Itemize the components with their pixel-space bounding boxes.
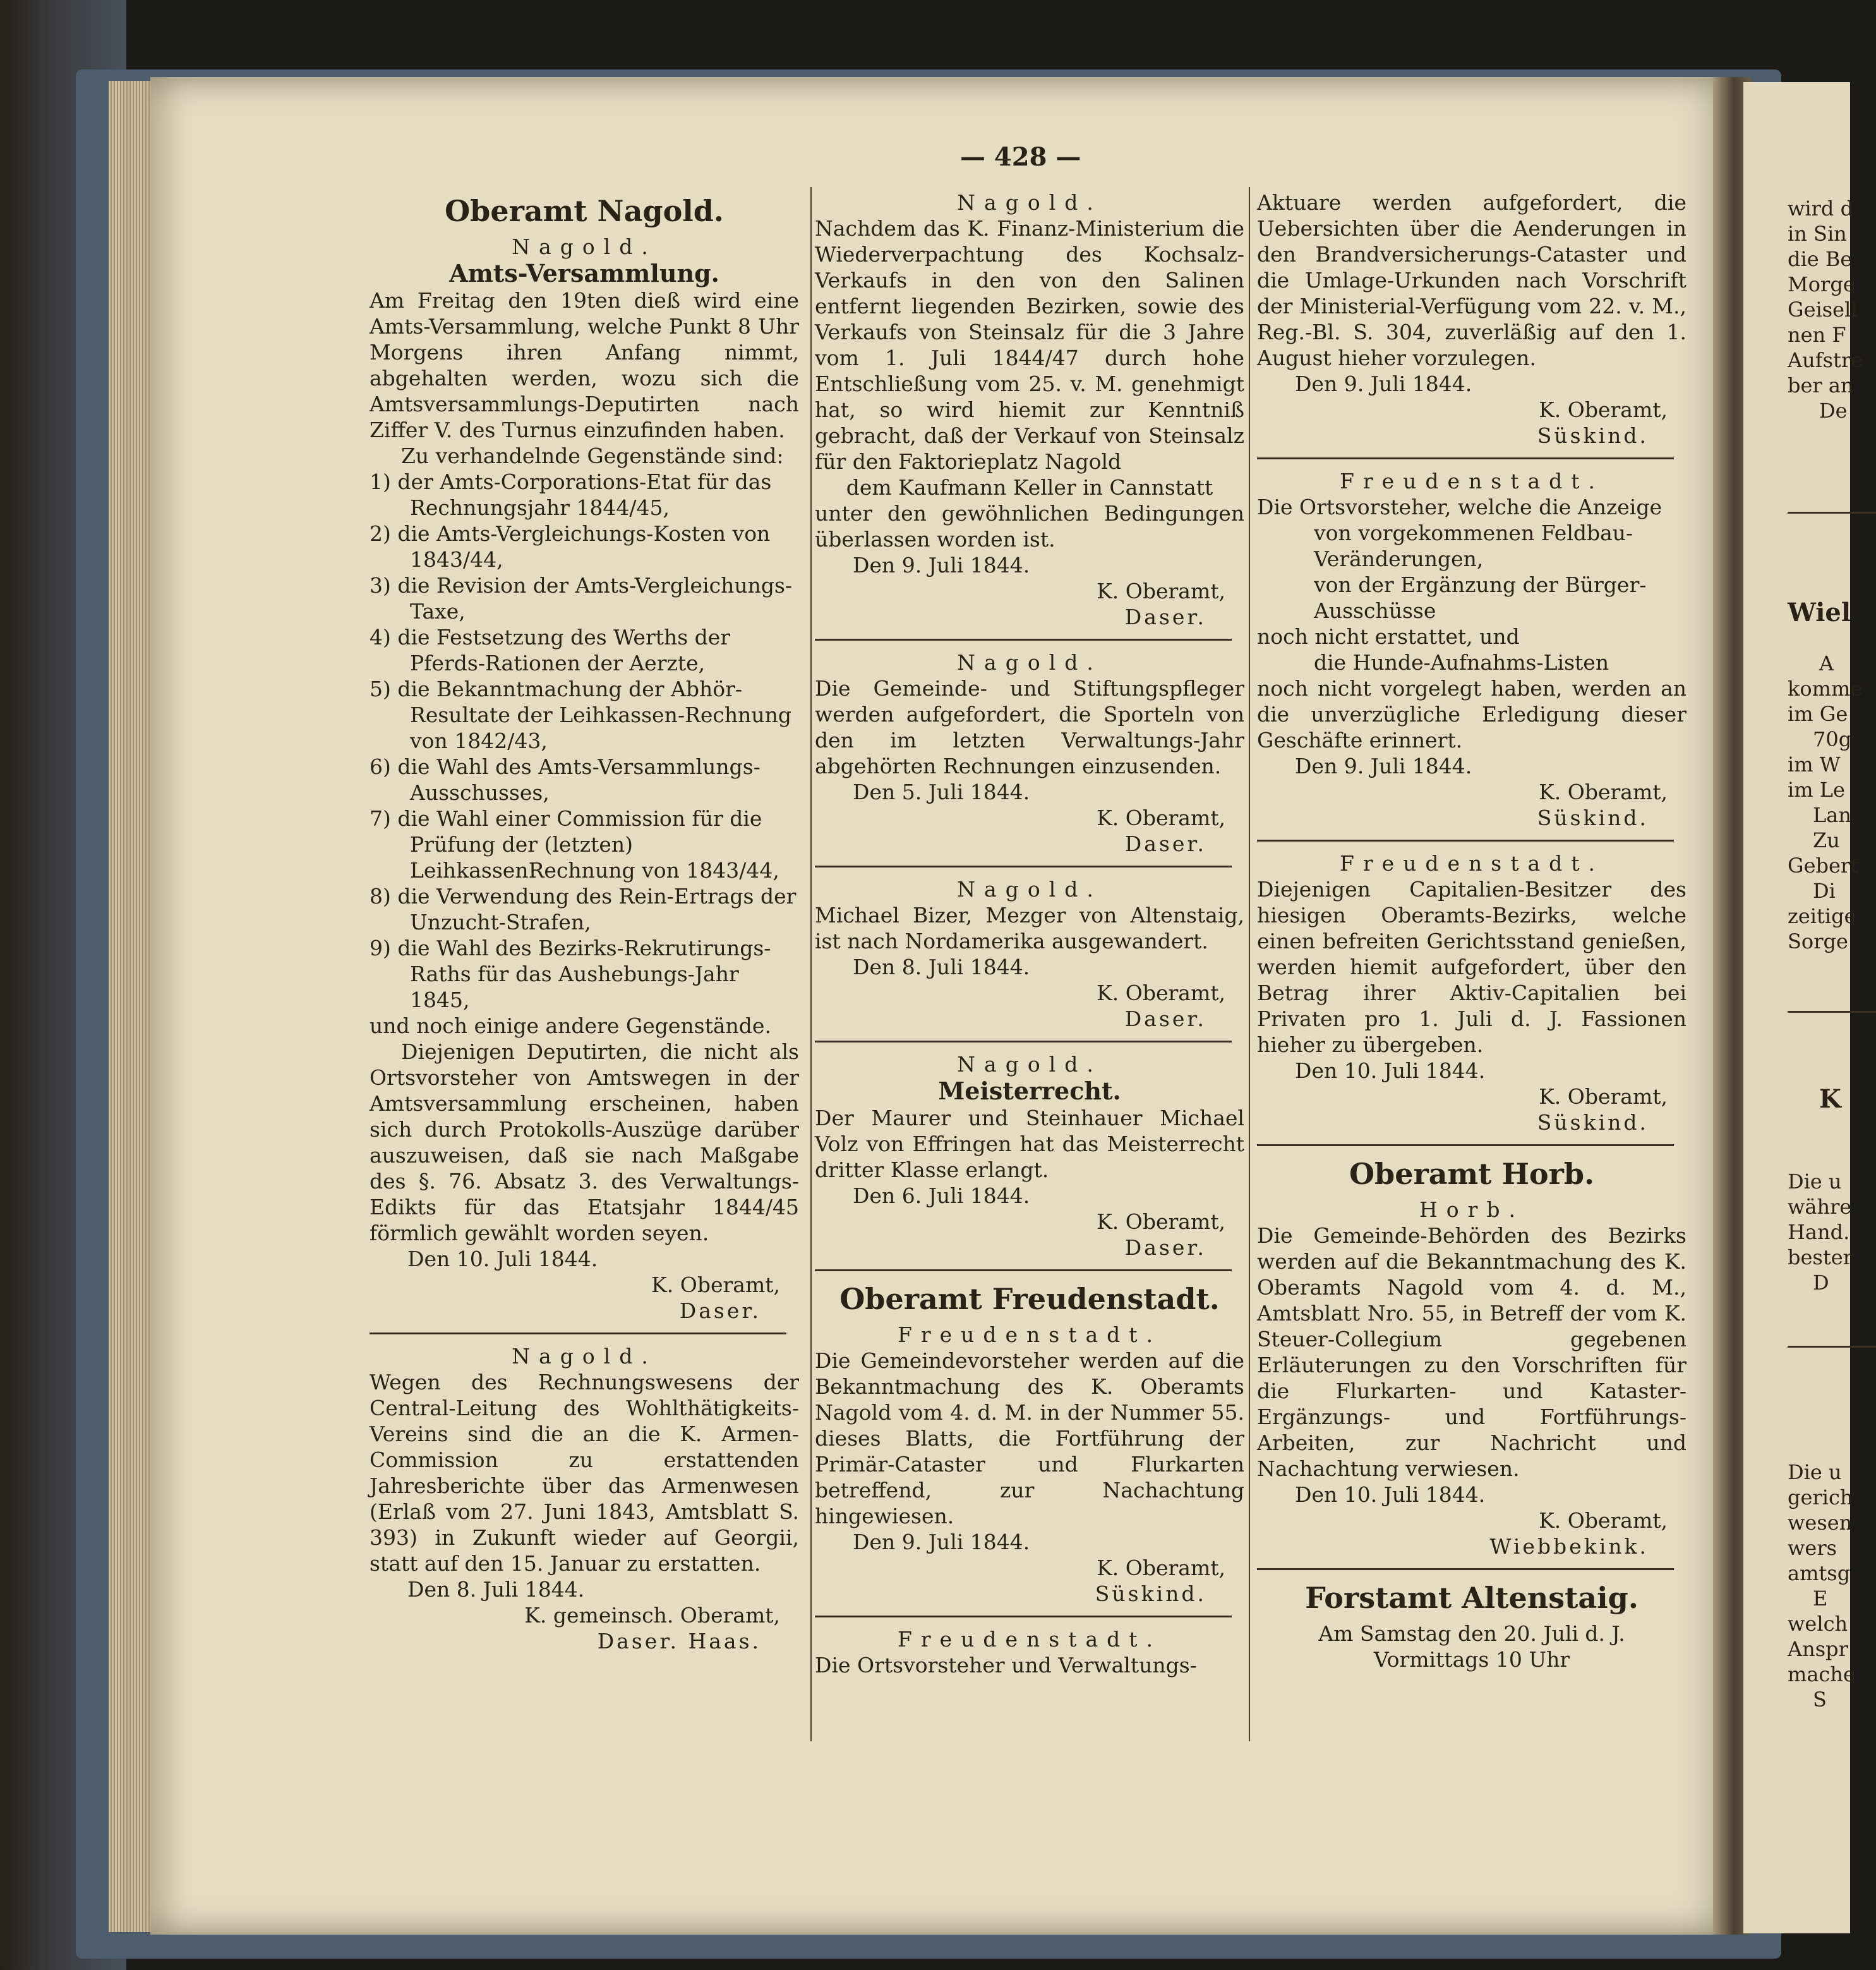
office: K. Oberamt, [1097,981,1225,1005]
fragment-line: 70g [1813,727,1852,751]
announcement-text: von vorgekommenen Feldbau-Veränderungen, [1314,521,1633,571]
fragment-line: Geisell [1788,298,1858,322]
separator-rule [370,1332,786,1334]
fragment-line: Wiel [1788,598,1851,627]
column-3 [1257,190,1687,1672]
agenda-item: 2) die Amts-Vergleichungs-Kosten von 1843/44, [370,521,771,572]
announcement-text: Diejenigen Capitalien-Besitzer des hiesigen Oberamts-Bezirks, welche einen befreiten Gerichtsstand genießen, werden hiemit aufgefordert, über den Betrag ihrer Aktiv-Capitalien bei Privaten pro 1. Juli d. J. Fassionen hieher zu übergeben. [1257,877,1687,1057]
agenda-item: 4) die Festsetzung des Werths der Pferds-Rationen der Aerzte, [370,625,731,675]
signer: Süskind. [1095,1581,1206,1606]
fragment-line: gerich [1788,1485,1853,1509]
announcement-text: die Hunde-Aufnahms-Listen [1314,650,1609,675]
signer: Daser. [1124,1235,1206,1260]
fragment-rule [1788,512,1876,514]
fragment-line: wird d [1788,196,1854,221]
fragment-line: im Ge [1788,702,1848,726]
announcement-text: Michael Bizer, Mezger von Altenstaig, ist nach Nordamerika ausgewandert. [815,903,1244,953]
announcement-text: noch nicht vorgelegt haben, werden an die unverzügliche Erledigung dieser Geschäfte erinnert. [1257,676,1687,752]
fragment-line: im W [1788,752,1841,777]
place-heading: Nagold. [957,1052,1102,1077]
date: Den 9. Juli 1844. [853,553,1030,577]
date: Den 10. Juli 1844. [407,1247,598,1271]
section-title-oberamt-horb: Oberamt Horb. [1349,1157,1595,1191]
fragment-line: Lan [1813,803,1851,827]
fragment-line: ber an [1788,373,1854,397]
signer: Daser. [1124,605,1206,629]
page-number: — 428 — [960,142,1081,172]
date: Den 6. Juli 1844. [853,1183,1030,1208]
fragment-line: Aufstre [1788,348,1863,372]
date: Den 5. Juli 1844. [853,780,1030,804]
column-1 [370,190,799,1654]
separator-rule [1257,457,1674,459]
place-heading: Nagold. [512,1344,657,1369]
separator-rule [1257,840,1674,842]
announcement-text: unter den gewöhnlichen Bedingungen überlassen worden ist. [815,501,1244,552]
fragment-line: A [1819,651,1834,675]
agenda-item: 1) der Amts-Corporations-Etat für das Rechnungsjahr 1844/45, [370,469,772,520]
place-heading: Nagold. [957,877,1102,902]
fragment-line: wers [1788,1536,1837,1560]
announcement-text: Die Gemeindevorsteher werden auf die Bekanntmachung des K. Oberamts Nagold vom 4. d. M. in der Nummer 55. dieses Blatts, die Fortführung der Primär-Cataster und Flurkarten betreffend, zur Nachachtung hingewiesen. [815,1348,1244,1528]
section-title-forstamt-altenstaig: Forstamt Altenstaig. [1305,1581,1638,1615]
separator-rule [1257,1568,1674,1570]
date: Den 10. Juli 1844. [1295,1058,1486,1083]
fragment-line: Morge [1788,272,1855,296]
announcement-text: Nachdem das K. Finanz-Ministerium die Wiederverpachtung des Kochsalz-Verkaufs in den von den Salinen entfernt liegenden Bezirken, sowie des Verkaufs von Steinsalz für die 3 Jahre vom 1. Juli 1844/47 durch hohe Entschließung vom 25. v. M. genehmigt hat, so wird hiemit zur Kenntniß gebracht, daß der Verkauf von Steinsalz für den Faktorieplatz Nagold [815,216,1244,474]
separator-rule [815,639,1232,641]
signer: Daser. [679,1298,761,1323]
place-heading: Nagold. [512,234,657,259]
office: K. Oberamt, [1539,1084,1668,1109]
agenda-item: 7) die Wahl einer Commission für die Prüfung der (letzten) LeihkassenRechnung von 1843/44, [370,806,779,883]
fragment-line: D [1813,1271,1829,1295]
fragment-rule [1788,1011,1876,1013]
date: Den 9. Juli 1844. [1295,754,1472,778]
office: K. Oberamt, [651,1272,780,1297]
fragment-line: E [1813,1586,1828,1610]
fragment-line: zeitige [1788,904,1856,928]
section-title-oberamt-freudenstadt: Oberamt Freudenstadt. [839,1282,1220,1316]
announcement-text: Wegen des Rechnungswesens der Central-Leitung des Wohlthätigkeits-Vereins sind die an die K. Armen-Commission zu erstattenden Jahresberichte über das Armenwesen (Erlaß vom 27. Juni 1843, Amtsblatt S. 393) in Zukunft wieder auf Georgii, statt auf den 15. Januar zu erstatten. [370,1370,799,1576]
fragment-line: wesen [1788,1511,1853,1535]
agenda-item: 9) die Wahl des Bezirks-Rekrutirungs-Raths für das Aushebungs-Jahr 1845, [370,936,771,1012]
place-heading: Freudenstadt. [897,1627,1162,1652]
place-heading: Freudenstadt. [897,1322,1162,1347]
date: Den 8. Juli 1844. [407,1577,585,1602]
fragment-line: Die u [1788,1460,1842,1484]
date: Den 9. Juli 1844. [853,1530,1030,1554]
fragment-line: Di [1813,879,1836,903]
announcement-text: Die Gemeinde- und Stiftungspfleger werden aufgefordert, die Sporteln von den im letzten Verwaltungs-Jahr abgehörten Rechnungen einzusenden. [815,676,1244,778]
date: Den 8. Juli 1844. [853,955,1030,979]
separator-rule [815,1041,1232,1042]
separator-rule [815,866,1232,867]
signer: Süskind. [1537,1110,1649,1135]
subtitle-meisterrecht: Meisterrecht. [938,1077,1121,1105]
fragment-line: Die u [1788,1169,1842,1193]
announcement-text: von der Ergänzung der Bürger-Ausschüsse [1314,572,1647,623]
agenda-lead: Zu verhandelnde Gegenstände sind: [401,444,784,468]
fragment-line: währe [1788,1195,1852,1219]
column-2 [815,190,1244,1678]
fragment-line: De [1819,399,1848,423]
agenda-outro: und noch einige andere Gegenstände. [370,1013,771,1038]
announcement-text: Am Samstag den 20. Juli d. J. [1318,1621,1625,1646]
fragment-line: amtsg [1788,1561,1851,1585]
place-heading: Horb. [1419,1197,1525,1222]
separator-rule [815,1616,1232,1617]
announcement-text: Der Maurer und Steinhauer Michael Volz von Effringen hat das Meisterrecht dritter Klasse erlangt. [815,1106,1244,1182]
office: K. Oberamt, [1097,806,1225,830]
agenda-item: 3) die Revision der Amts-Vergleichungs-Taxe, [370,573,793,624]
signer: Daser. [1124,1006,1206,1031]
announcement-text: dem Kaufmann Keller in Cannstatt [846,475,1213,500]
announcement-text: Die Ortsvorsteher und Verwaltungs- [815,1653,1197,1677]
announcement-text: Am Freitag den 19ten dieß wird eine Amts-Versammlung, welche Punkt 8 Uhr Morgens ihren Anfang nimmt, abgehalten werden, wozu sich die Amtsversammlungs-Deputirten nach Ziffer V. des Turnus einzufinden haben. [370,288,799,442]
right-page-fragment [1743,82,1863,1933]
fragment-line: Sorge [1788,929,1848,953]
fragment-line: S [1813,1688,1827,1712]
section-title-oberamt-nagold: Oberamt Nagold. [445,194,724,228]
place-heading: Nagold. [957,190,1102,215]
fragment-line: komme [1788,677,1863,701]
office: K. Oberamt, [1539,1508,1668,1533]
signer: Süskind. [1537,423,1649,448]
fragment-line: Hand. [1788,1220,1850,1244]
agenda-item: 8) die Verwendung des Rein-Ertrags der Unzucht-Strafen, [370,884,797,934]
fragment-line: Anspr [1788,1637,1848,1661]
fragment-rule [1788,1346,1876,1348]
announcement-text: Die Gemeinde-Behörden des Bezirks werden auf die Bekanntmachung des K. Oberamts Nagold vom 4. d. M., Amtsblatt Nro. 55, in Betreff der vom K. Steuer-Collegium gegebenen Erläuterungen zu den Vorschriften für die Flurkarten- und Kataster-Ergänzungs- und Fortführungs-Arbeiten, zur Nachricht und Nachachtung verwiesen. [1257,1223,1687,1481]
fragment-line: bester [1788,1245,1853,1269]
announcement-text: Diejenigen Deputirten, die nicht als Ortsvorsteher von Amtswegen in der Amtsversammlung erscheinen, haben sich durch Protokolls-Auszüge darüber auszuweisen, daß sie nach Maßgabe des §. 76. Absatz 3. des Verwaltungs-Edikts für das Etatsjahr 1844/45 förmlich gewählt worden seyen. [370,1039,799,1245]
office: K. Oberamt, [1539,780,1668,804]
page-edges [109,81,153,1932]
announcement-text: Vormittags 10 Uhr [1373,1647,1570,1672]
subtitle-amts-versammlung: Amts-Versammlung. [449,259,719,287]
place-heading: Nagold. [957,650,1102,675]
announcement-text: Aktuare werden aufgefordert, die Uebersichten über die Aenderungen in den Brandversicherungs-Cataster und die Umlage-Urkunden nach Vorschrift der Ministerial-Verfügung vom 22. v. M., Reg.-Bl. S. 304, zuverläßig auf den 1. August hieher vorzulegen. [1257,190,1687,370]
fragment-line: im Le [1788,778,1845,802]
fragment-line: in Sin [1788,222,1847,246]
agenda-item: 5) die Bekanntmachung der Abhör-Resultate der Leihkassen-Rechnung von 1842/43, [370,677,791,753]
separator-rule [1257,1144,1674,1146]
fragment-line: mache [1788,1662,1855,1686]
office: K. Oberamt, [1539,397,1668,422]
announcement-text: noch nicht erstattet, und [1257,624,1520,649]
fragment-line: welch [1788,1612,1848,1636]
place-heading: Freudenstadt. [1339,469,1604,493]
signer: Süskind. [1537,806,1649,830]
column-divider-1 [810,187,812,1741]
office: K. Oberamt, [1097,579,1225,603]
office: K. Oberamt, [1097,1556,1225,1580]
signer: Daser. Haas. [597,1629,761,1653]
place-heading: Freudenstadt. [1339,851,1604,876]
fragment-line: Gebert [1788,854,1859,878]
announcement-text: Die Ortsvorsteher, welche die Anzeige [1257,495,1662,519]
agenda-item: 6) die Wahl des Amts-Versammlungs-Ausschusses, [370,754,761,805]
office: K. Oberamt, [1097,1209,1225,1234]
column-divider-2 [1249,187,1250,1741]
fragment-line: Zu [1813,828,1840,852]
signer: Wiebbekink. [1489,1534,1649,1559]
separator-rule [815,1269,1232,1271]
fragment-line: die Be [1788,247,1853,271]
office: K. gemeinsch. Oberamt, [524,1603,780,1628]
signer: Daser. [1124,831,1206,856]
date: Den 9. Juli 1844. [1295,372,1472,396]
fragment-line: nen F [1788,323,1846,347]
date: Den 10. Juli 1844. [1295,1482,1486,1507]
fragment-line: K [1819,1084,1841,1114]
